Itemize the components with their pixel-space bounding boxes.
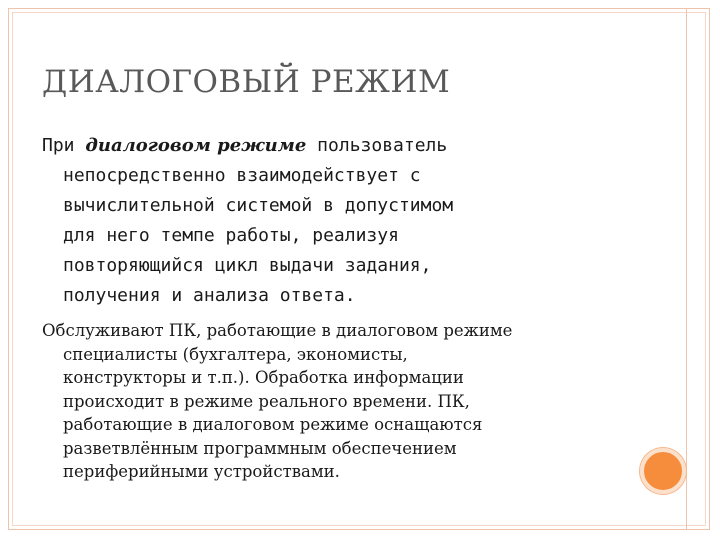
paragraph-1-line: повторяющийся цикл выдачи задания, [63,255,432,276]
paragraph-2-line-1: Обслуживают ПК, работающие в диалоговом режиме [42,321,513,340]
paragraph-1-lead: При [42,135,86,156]
paragraph-1-line: непосредственно взаимодействует с [63,165,421,186]
paragraph-dialog-mode-definition [42,131,602,311]
paragraph-2-line: разветвлённым программным обеспечением [63,438,457,458]
paragraph-2-line: специалисты (бухгалтера, экономисты, [63,344,408,364]
slide-right-rule [686,9,687,529]
paragraph-dialog-mode-users [42,319,622,484]
paragraph-1-line: вычислительной системой в допустимом [63,195,454,216]
decorative-orange-circle [640,448,686,494]
paragraph-1-line-1 [42,131,602,161]
paragraph-2-line: конструкторы и т.п.). Обработка информации [63,368,464,387]
paragraph-2-line: работающие в диалоговом режиме оснащаются [63,415,483,434]
slide-title: ДИАЛОГОВЫЙ РЕЖИМ [42,64,451,100]
paragraph-1-emphasis: диалоговом режиме [85,135,307,156]
paragraph-1-line-1-rest: пользователь [306,135,448,156]
paragraph-1-line: для него темпе работы, реализуя [63,225,399,246]
paragraph-2-line: периферийными устройствами. [63,462,340,481]
paragraph-2-line: происходит в режиме реального времени. ПК, [63,391,470,411]
paragraph-1-line: получения и анализа ответа. [63,285,356,306]
